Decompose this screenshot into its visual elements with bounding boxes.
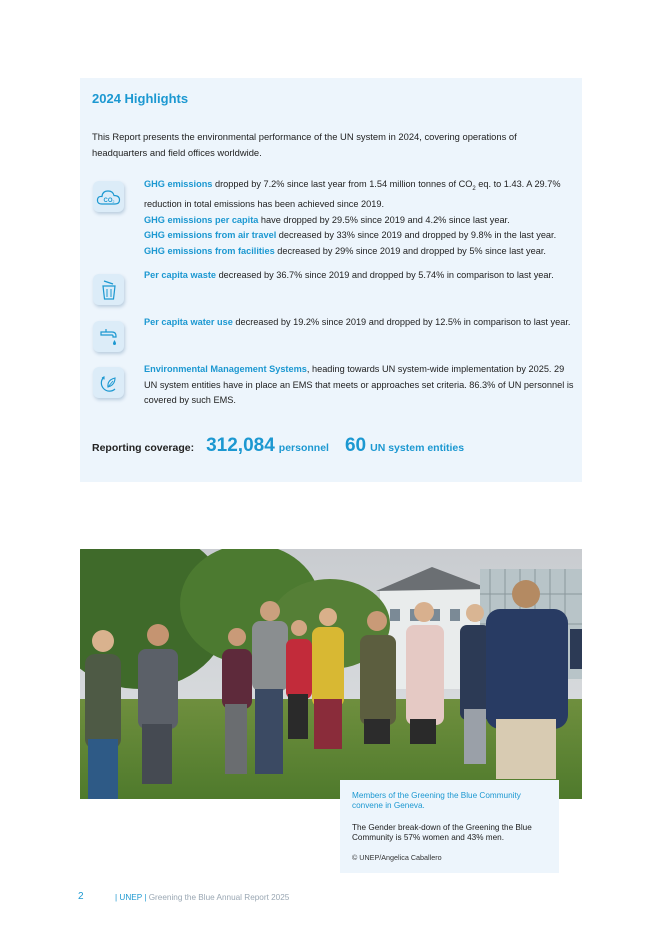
ghg-air-travel-keyword: GHG emissions from air travel [144,230,277,241]
waste-item: Per capita waste decreased by 36.7% since 2019 and dropped by 5.74% in comparison to last year. [144,270,554,280]
personnel-unit: personnel [278,442,329,454]
svg-text:CO: CO [103,197,113,204]
footer-title [115,893,289,902]
waste-bin-icon [93,274,124,305]
co2-cloud-icon [93,181,124,212]
coverage-label: Reporting coverage: [92,442,195,454]
ems-item: Environmental Management Systems, heading towards UN system-wide implementation by 2025. 29 UN system entities have in place an EMS that meets or approaches set criteria. 86.3% of UN personnel is covered by such EMS. [144,364,574,405]
footer-report-title: Greening the Blue Annual Report 2025 [148,893,290,902]
entities-count: 60 [344,435,367,456]
entities-unit: UN system entities [370,442,465,454]
svg-text:2: 2 [112,199,115,204]
highlights-title: 2024 Highlights [92,91,189,106]
water-item: Per capita water use decreased by 19.2% since 2019 and dropped by 12.5% in comparison to last year. [144,317,571,327]
caption-title: Members of the Greening the Blue Community convene in Geneva. [352,791,521,810]
photo-credit: © UNEP/Angelica Caballero [352,853,442,862]
group-photo [80,549,582,799]
personnel-count: 312,084 [206,435,275,456]
page-number: 2 [78,891,84,902]
ems-keyword: Environmental Management Systems [144,364,307,374]
water-tap-icon [93,321,124,352]
ghg-item: GHG emissions dropped by 7.2% since last year from 1.54 million tonnes of $CO_2$ eq. to 1.43. A 29.7% reduction in total emissions has been achieved since 2019. GHG emissions per capita have dropped by 29.5% since 2019 and 4.2% since last year. GHG emissions from air travel decreased by 33% since 2019 and dropped by 9.8% in the last year. GHG emissions from facilities decreased by 29% since 2019 and dropped by 5% since last year. [144,179,561,256]
ems-leaf-icon [93,367,124,398]
highlights-intro: This Report presents the environmental performance of the UN system in 2024, covering operations of headquarters and field offices worldwide. [92,131,517,158]
water-keyword: Per capita water use [144,317,233,327]
reporting-coverage [92,435,480,461]
footer-org: | UNEP | [115,893,147,902]
waste-keyword: Per capita waste [144,270,217,280]
highlights-panel [80,78,582,482]
caption-body: The Gender break-down of the Greening the Blue Community is 57% women and 43% men. [352,823,532,842]
ghg-per-capita-keyword: GHG emissions per capita [144,214,259,225]
photo-caption [340,780,559,873]
ghg-facilities-keyword: GHG emissions from facilities [144,245,275,256]
ghg-keyword: GHG emissions [144,179,213,189]
